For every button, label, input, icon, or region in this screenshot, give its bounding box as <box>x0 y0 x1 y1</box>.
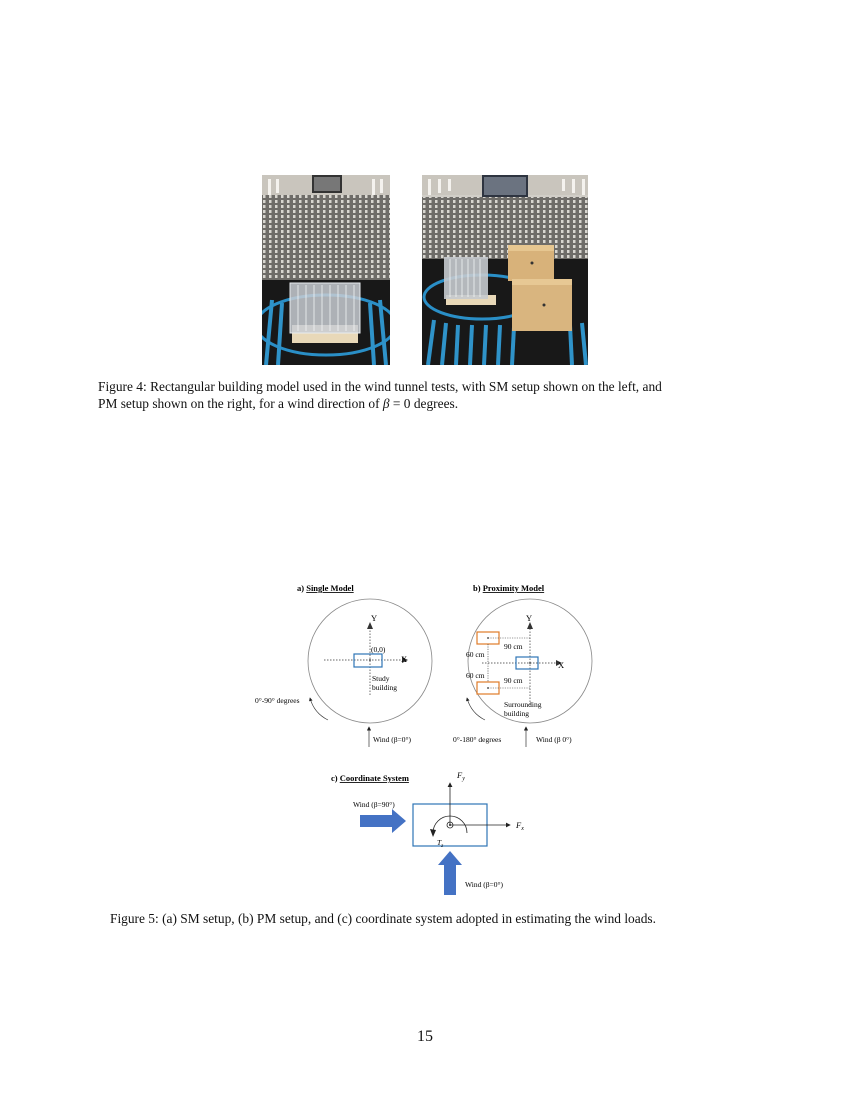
figure-4-caption-line1: Rectangular building model used in the wind tunnel tests, with SM setup shown on the left, and <box>146 379 662 394</box>
figure-5-caption-text: (a) SM setup, (b) PM setup, and (c) coordinate system adopted in estimating the wind loads. <box>158 911 656 926</box>
panel-b-dist-left-top: 60 cm <box>466 650 485 659</box>
panel-b-surround-line2: building <box>504 709 530 718</box>
panel-b-rotation: 0°-180° degrees <box>453 735 502 744</box>
figure-4-caption-line2-prefix: PM setup shown on the right, for a wind direction of <box>98 396 383 411</box>
panel-b-center-dot <box>529 662 531 664</box>
panel-c-torque-arrowhead <box>430 829 436 837</box>
panel-b-wind: Wind (β 0°) <box>536 735 572 744</box>
pm-setup-photo <box>422 175 588 365</box>
sm-setup-photo-drawing <box>262 175 390 365</box>
panel-a-center-dot <box>369 659 371 661</box>
panel-a-study-line1: Study <box>372 674 390 683</box>
panel-a-y-arrow <box>367 622 373 629</box>
panel-b-dist-bottom: 90 cm <box>504 676 523 685</box>
panel-c-wind-90: Wind (β=90°) <box>353 800 395 809</box>
panel-a-axis-y: Y <box>371 613 378 623</box>
figure-4-caption-line2-suffix: = 0 degrees. <box>389 396 459 411</box>
panel-b-dist-top: 90 cm <box>504 642 523 651</box>
panel-b-rotation-arrow <box>467 698 485 720</box>
panel-c-wind-0-arrow <box>438 851 462 895</box>
figure-5-caption-label: Figure 5: <box>110 911 159 926</box>
panel-a-axis-x: X <box>401 654 408 664</box>
figure-5-diagram <box>240 575 620 905</box>
panel-b-axis-y: Y <box>526 613 533 623</box>
figure-4-caption-beta: β <box>382 396 390 411</box>
panel-c-fy: $F_y$ <box>457 770 465 782</box>
panel-b-y-arrow <box>527 622 533 629</box>
panel-c-center-dot <box>449 824 451 826</box>
panel-a-title: a) Single Model <box>297 583 354 593</box>
panel-c-wind-90-arrow <box>360 809 406 833</box>
panel-c-tz: $T_z$ <box>437 838 444 849</box>
panel-a-wind: Wind (β=0°) <box>373 735 412 744</box>
figure-4-caption-label: Figure 4: <box>98 379 147 394</box>
panel-c-title: c) Coordinate System <box>331 773 409 783</box>
panel-a-study-box <box>354 654 382 667</box>
panel-b-surround-line1: Surrounding <box>504 700 542 709</box>
panel-c-fx: $F_x$ <box>516 820 524 832</box>
figure-5-caption <box>110 910 750 927</box>
panel-b-title: b) Proximity Model <box>473 583 545 593</box>
sm-setup-photo <box>262 175 390 365</box>
pm-setup-photo-drawing <box>422 175 588 365</box>
panel-c-wind-0: Wind (β=0°) <box>465 880 504 889</box>
panel-b-axis-x: X <box>558 660 565 670</box>
panel-a-rotation: 0°-90° degrees <box>255 696 300 705</box>
figure-4-caption <box>98 378 758 412</box>
panel-a-study-line2: building <box>372 683 398 692</box>
page-number: 15 <box>417 1028 433 1045</box>
panel-b-dist-left-bottom: 60 cm <box>466 671 485 680</box>
panel-a-rotation-arrow <box>310 698 328 720</box>
panel-a-origin: (0,0) <box>371 645 386 654</box>
